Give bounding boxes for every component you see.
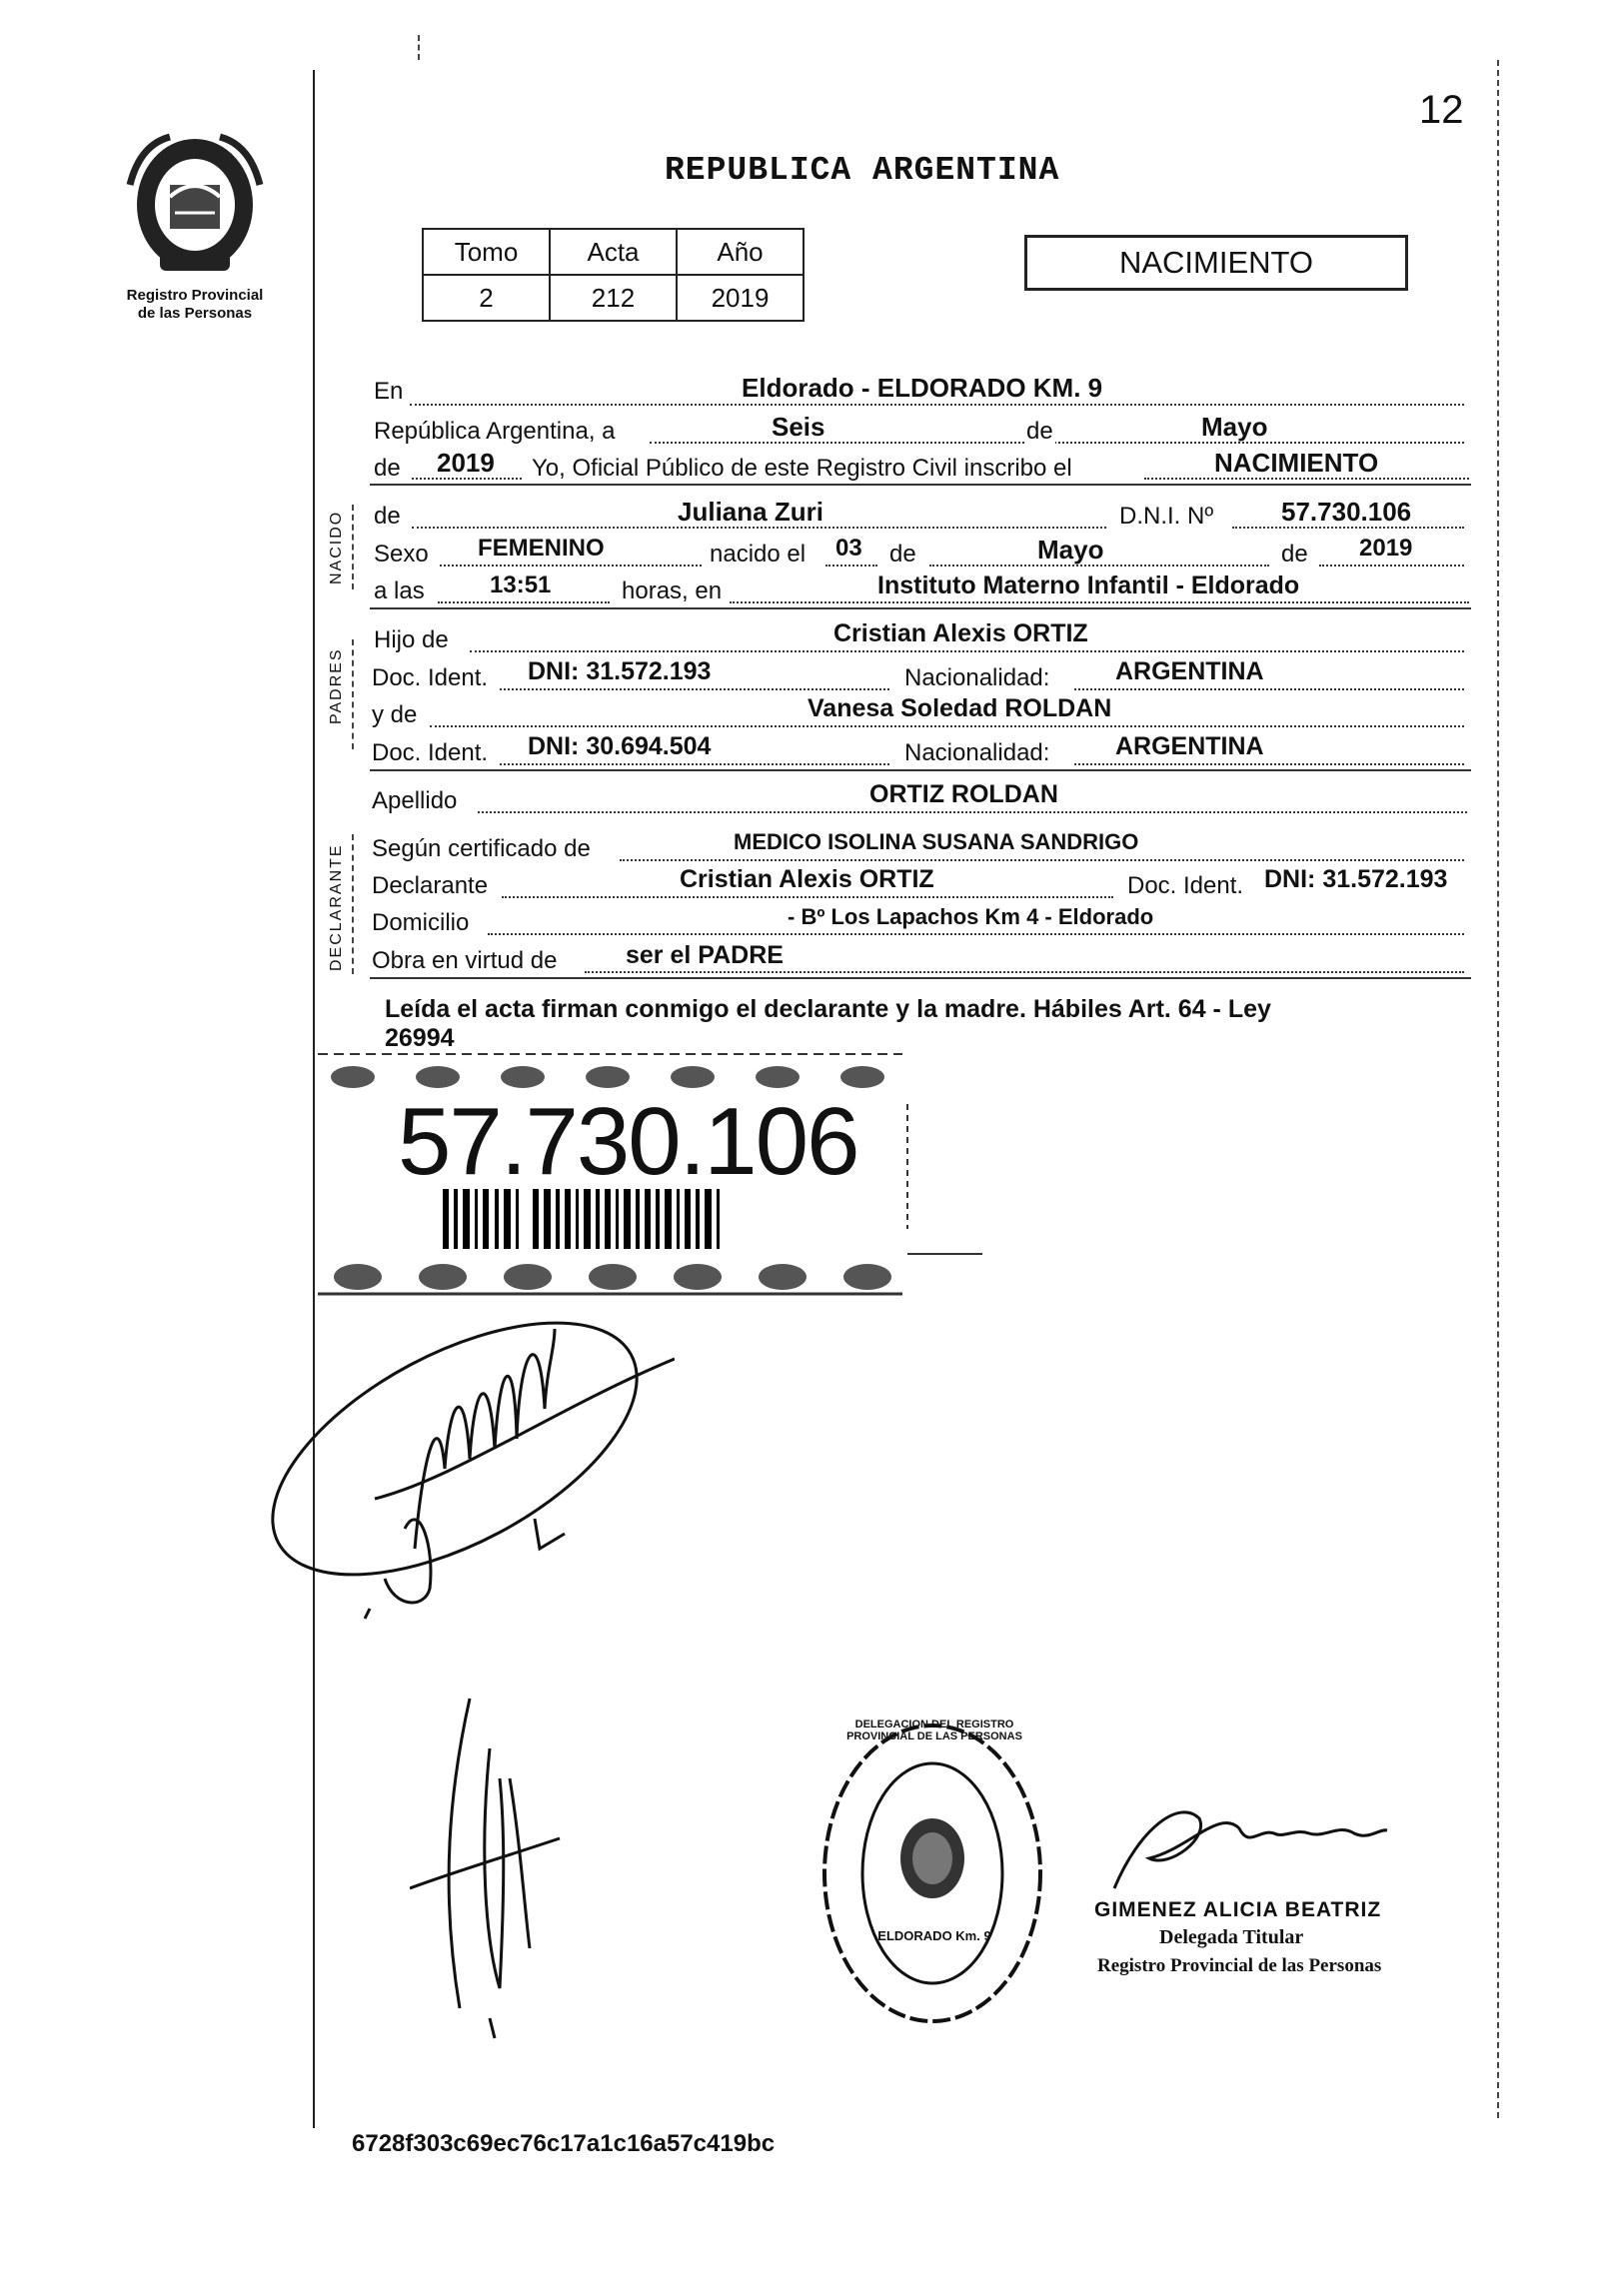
tipo-value: NACIMIENTO — [1214, 448, 1379, 478]
row6-underline — [370, 607, 1471, 609]
certificado-value: MEDICO ISOLINA SUSANA SANDRIGO — [734, 829, 1139, 854]
de-label: de — [1024, 418, 1055, 2294]
mes-value: Mayo — [1201, 412, 1268, 442]
dni-value: 57.730.106 — [1281, 497, 1412, 527]
hora-value: 13:51 — [490, 572, 552, 598]
section-label-nacido: NACIDO — [328, 510, 345, 584]
official-stamp — [817, 1719, 1047, 2028]
obra-label: Obra en virtud de — [372, 947, 558, 974]
declarant-signature — [255, 1289, 675, 1629]
row15-underline — [370, 977, 1471, 979]
record-type-box: NACIMIENTO — [1024, 235, 1408, 291]
madre-nac-value: ARGENTINA — [1115, 732, 1264, 760]
domicilio-value: - Bº Los Lapachos Km 4 - Eldorado — [788, 904, 1154, 929]
left-margin-line — [313, 70, 315, 2128]
anio-value: 2019 — [677, 275, 804, 321]
declarante-label: Declarante — [372, 872, 489, 899]
de5-label: de — [1281, 541, 1308, 568]
sexo-label: Sexo — [374, 541, 429, 568]
obra-value: ser el PADRE — [626, 941, 784, 969]
stamp-inner-text: ELDORADO Km. 9 — [877, 1928, 991, 1943]
anio-dots — [412, 478, 522, 480]
tomo-header: Tomo — [423, 229, 550, 275]
padre-doc-value: DNI: 31.572.193 — [528, 657, 712, 685]
oficial-text: Yo, Oficial Público de este Registro Civil inscribo el — [532, 455, 1072, 482]
tomo-value: 2 — [423, 275, 550, 321]
hijo-label: Hijo de — [374, 626, 449, 653]
en-value: Eldorado - ELDORADO KM. 9 — [742, 373, 1103, 403]
madre-value: Vanesa Soledad ROLDAN — [808, 694, 1112, 722]
segun-label: Según certificado de — [372, 835, 591, 862]
anio-header: Año — [677, 229, 804, 275]
yde-label: y de — [372, 701, 418, 728]
legal-text-line1: Leída el acta firman conmigo el declarante y la madre. Hábiles Art. 64 - Ley — [385, 995, 1271, 1023]
section-bracket-padres — [352, 639, 354, 749]
row3-underline — [370, 484, 1471, 486]
decl-doc-label: Doc. Ident. — [1127, 872, 1244, 899]
mother-signature — [410, 1689, 570, 2048]
nac-mes-value: Mayo — [1037, 535, 1104, 565]
province-seal — [120, 125, 270, 280]
section-label-padres: PADRES — [328, 647, 345, 724]
top-dash-mark — [418, 35, 420, 60]
section-bracket-declarante — [352, 834, 354, 974]
republica-label: República Argentina, a — [374, 418, 616, 445]
padre-nac-value: ARGENTINA — [1115, 657, 1264, 685]
nacido-label: nacido el — [710, 541, 807, 568]
alas-label: a las — [374, 577, 425, 604]
section-label-declarante: DECLARANTE — [328, 843, 345, 971]
row10-underline — [370, 769, 1471, 771]
sexo-value: FEMENINO — [478, 535, 605, 562]
nac-anio-value: 2019 — [1359, 535, 1413, 562]
stamp-ring-text: DELEGACION DEL REGISTRO PROVINCIAL DE LAS PERSONAS — [846, 1719, 1022, 1742]
barcode-number: 57.730.106 — [398, 1088, 858, 1195]
de3-label: de — [374, 503, 401, 530]
madre-doc-label: Doc. Ident. — [372, 739, 489, 766]
page-number: 12 — [1419, 88, 1464, 132]
registrar-signature — [1109, 1788, 1389, 1898]
nac-dia-value: 03 — [835, 535, 862, 562]
domicilio-label: Domicilio — [372, 909, 470, 936]
decl-doc-value: DNI: 31.572.193 — [1264, 865, 1448, 893]
registrar-title: Delegada Titular — [1159, 1926, 1304, 1948]
lugar-value: Instituto Materno Infantil - Eldorado — [877, 572, 1300, 599]
country-title: REPUBLICA ARGENTINA — [665, 152, 1060, 189]
madre-nac-label: Nacionalidad: — [904, 739, 1050, 766]
acta-value: 212 — [550, 275, 677, 321]
en-label: En — [374, 378, 404, 405]
apellido-label: Apellido — [372, 787, 458, 814]
padre-value: Cristian Alexis ORTIZ — [833, 619, 1088, 647]
dni-label: D.N.I. Nº — [1119, 503, 1214, 530]
tomo-acta-table — [422, 228, 805, 322]
anio-inscripcion-value: 2019 — [437, 448, 495, 478]
section-bracket-nacido — [352, 505, 354, 589]
legal-text-line2: 26994 — [385, 1024, 455, 1052]
document-hash: 6728f303c69ec76c17a1c16a57c419bc — [352, 2130, 776, 2157]
padre-nac-label: Nacionalidad: — [904, 664, 1050, 691]
registry-label: Registro Provincial de las Personas — [126, 287, 264, 322]
apellido-value: ORTIZ ROLDAN — [869, 780, 1058, 808]
declarante-value: Cristian Alexis ORTIZ — [680, 865, 934, 893]
padre-doc-label: Doc. Ident. — [372, 664, 489, 691]
horas-label: horas, en — [622, 577, 723, 604]
de4-label: de — [889, 541, 916, 568]
acta-header: Acta — [550, 229, 677, 275]
nombre-value: Juliana Zuri — [678, 497, 823, 527]
de2-label: de — [374, 455, 401, 482]
registrar-name: GIMENEZ ALICIA BEATRIZ — [1094, 1898, 1382, 1921]
madre-doc-value: DNI: 30.694.504 — [528, 732, 712, 760]
registrar-office: Registro Provincial de las Personas — [1097, 1955, 1382, 1976]
dia-value: Seis — [772, 412, 825, 442]
right-margin-line — [1497, 60, 1499, 2118]
